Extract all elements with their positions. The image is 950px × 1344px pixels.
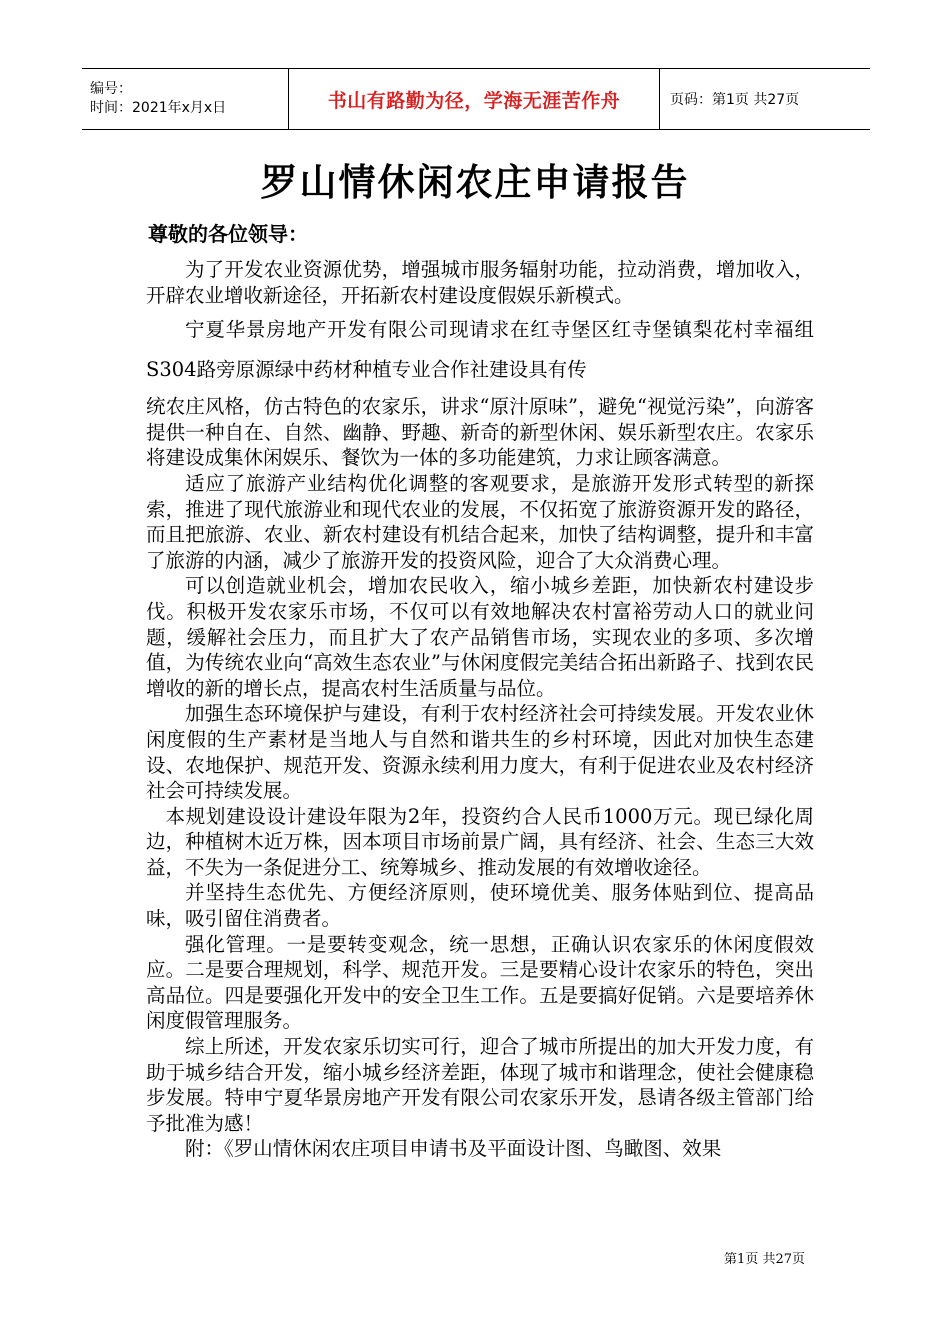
header-motto: 书山有路勤为径，学海无涯苦作舟: [289, 69, 660, 129]
header-page-info: 页码：第1页 共27页: [670, 92, 800, 108]
paragraph-investment: 本规划建设设计建设年限为2年，投资约合人民币1000万元。现已绿化周边，种植树木近万株，因本项目市场前景广阔，具有经济、社会、生态三大效益，不失为一条促进分工、统筹城乡、推动发展的有效增收途径。: [146, 804, 814, 879]
document-number: 编号：: [90, 81, 132, 97]
paragraph-conclusion: 综上所述，开发农家乐切实可行，迎合了城市所提出的加大开发力度，有助于城乡结合开发，缩小城乡经济差距，体现了城市和谐理念，使社会健康稳步发展。特申宁夏华景房地产开发有限公司农家乐开发，恳请各级主管部门给予批准为感！: [146, 1035, 814, 1135]
document-body: [146, 257, 814, 1162]
page-footer: 第1页 共27页: [724, 1252, 805, 1267]
paragraph-management: 强化管理。一是要转变观念，统一思想，正确认识农家乐的休闲度假效应。二是要合理规划，科学、规范开发。三是要精心设计农家乐的特色，突出高品位。四是要强化开发中的安全卫生工作。五是要搞好促销。六是要培养休闲度假管理服务。: [146, 932, 814, 1033]
salutation: 尊敬的各位领导：: [148, 222, 308, 246]
paragraph-attachment: 附：《罗山情休闲农庄项目申请书及平面设计图、鸟瞰图、效果: [185, 1137, 722, 1161]
page-title: 罗山情休闲农庄申请报告: [260, 161, 690, 204]
paragraph-intro: 为了开发农业资源优势，增强城市服务辐射功能，拉动消费，增加收入，开辟农业增收新途径，开拓新农村建设度假娱乐新模式。: [146, 258, 814, 307]
paragraph-principles: 并坚持生态优先、方便经济原则，使环境优美、服务体贴到位、提高品味，吸引留住消费者。: [146, 881, 814, 931]
document-date: 时间：2021年x月x日: [90, 100, 227, 116]
header-meta: [82, 69, 289, 129]
paragraph-employment: 可以创造就业机会，增加农民收入，缩小城乡差距，加快新农村建设步伐。积极开发农家乐市场，不仅可以有效地解决农村富裕劳动人口的就业问题，缓解社会压力，而且扩大了农产品销售市场，实现农业的多项、多次增值，为传统农业向“高效生态农业”与休闲度假完美结合拓出新路子、找到农民增收的新的增长点，提高农村生活质量与品位。: [146, 574, 814, 700]
paragraph-ecology: 加强生态环境保护与建设，有利于农村经济社会可持续发展。开发农业休闲度假的生产素材是当地人与自然和谐共生的乡村环境，因此对加快生态建设、农地保护、规范开发、资源永续利用力度大，有利于促进农业及农村经济社会可持续发展。: [146, 702, 814, 803]
paragraph-tourism: 适应了旅游产业结构优化调整的客观要求，是旅游开发形式转型的新探索，推进了现代旅游业和现代农业的发展，不仅拓宽了旅游资源开发的路径，而且把旅游、农业、新农村建设有机结合起来，加快了结构调整，提升和丰富了旅游的内涵，减少了旅游开发的投资风险，迎合了大众消费心理。: [146, 471, 814, 572]
page-header: [82, 68, 870, 130]
paragraph-request-continued: 统农庄风格，仿古特色的农家乐，讲求“原汁原味”，避免“视觉污染”，向游客提供一种自在、自然、幽静、野趣、新奇的新型休闲、娱乐新型农庄。农家乐将建设成集休闲娱乐、餐饮为一体的多功能建筑，力求让顾客满意。: [146, 395, 814, 470]
paragraph-request: 宁夏华景房地产开发有限公司现请求在红寺堡区红寺堡镇梨花村幸福组S304路旁原源绿中药材种植专业合作社建设具有传: [146, 318, 814, 382]
